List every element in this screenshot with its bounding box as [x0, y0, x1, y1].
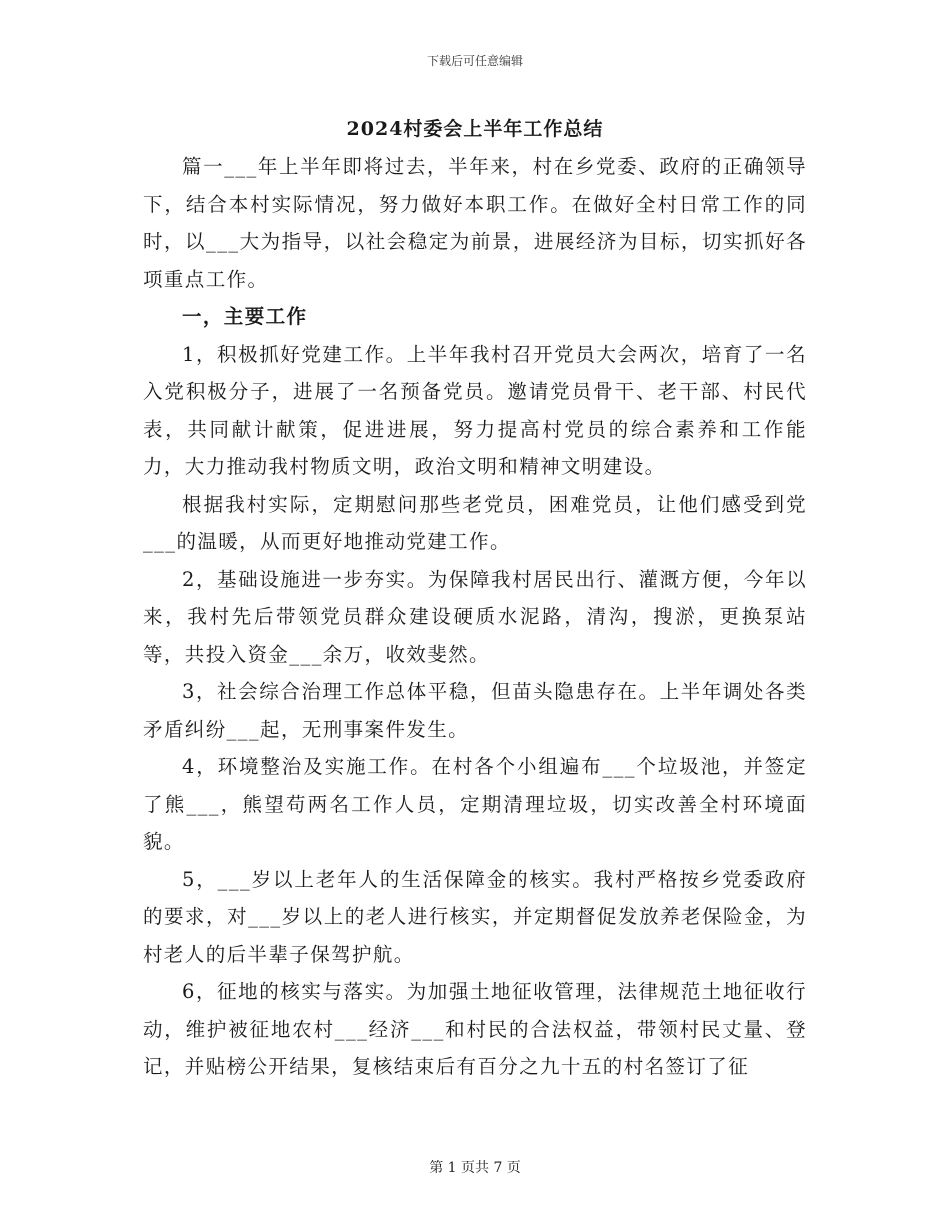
item-paragraph-elderly-allowance: 5，___岁以上老年人的生活保障金的核实。我村严格按乡党委政府的要求，对___岁以上的老人进行核实，并定期督促发放养老保险金，为村老人的后半辈子保驾护航。 — [143, 867, 807, 966]
item-paragraph-infrastructure: 2，基础设施进一步夯实。为保障我村居民出行、灌溉方便，今年以来，我村先后带领党员群众建设硬质水泥路，清沟，搜淤，更换泵站等，共投入资金___余万，收效斐然。 — [143, 567, 807, 666]
header-note: 下载后可任意编辑 — [426, 54, 523, 68]
intro-paragraph: 篇一___年上半年即将过去，半年来，村在乡党委、政府的正确领导下，结合本村实际情况，努力做好本职工作。在做好全村日常工作的同时，以___大为指导，以社会稳定为前景，进展经济为目标，切实抓好各项重点工作。 — [143, 155, 807, 291]
item-paragraph-land-acquisition: 6，征地的核实与落实。为加强土地征收管理，法律规范土地征收行动，维护被征地农村___经济___和村民的合法权益，带领村民丈量、登记，并贴榜公开结果，复核结束后有百分之九十五的村名签订了征 — [143, 980, 807, 1078]
item-paragraph-party-building: 1，积极抓好党建工作。上半年我村召开党员大会两次，培育了一名入党积极分子，进展了一名预备党员。邀请党员骨干、老干部、村民代表，共同献计献策，促进进展，努力提高村党员的综合素养和工作能力，大力推动我村物质文明，政治文明和精神文明建设。 — [143, 342, 807, 478]
item-paragraph-social-governance: 3，社会综合治理工作总体平稳，但苗头隐患存在。上半年调处各类矛盾纠纷___起，无刑事案件发生。 — [143, 680, 807, 741]
document-title: 2024村委会上半年工作总结 — [346, 118, 604, 140]
document-body — [143, 148, 807, 1086]
section-heading-main-work: 一，主要工作 — [182, 305, 308, 328]
page-number: 第 1 页共 7 页 — [429, 1160, 521, 1176]
item-paragraph-environment: 4，环境整治及实施工作。在村各个小组遍布___个垃圾池，并签定了熊___，熊望苟两名工作人员，定期清理垃圾，切实改善全村环境面貌。 — [143, 755, 807, 853]
item-paragraph-condolence: 根据我村实际，定期慰问那些老党员，困难党员，让他们感受到党___的温暖，从而更好地推动党建工作。 — [143, 492, 807, 553]
